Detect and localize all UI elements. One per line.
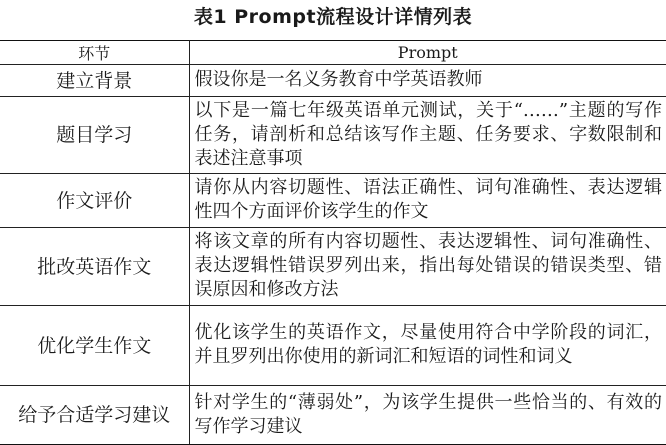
table-row <box>0 97 666 174</box>
prompt-cell: 请你从内容切题性、语法正确性、词句准确性、表达逻辑性四个方面评价该学生的作文 <box>189 174 666 228</box>
prompt-cell: 将该文章的所有内容切题性、表达逻辑性、词句准确性、表达逻辑性错误罗列出来，指出每处错误的错误类型、错误原因和修改方法 <box>189 228 666 306</box>
prompt-flow-table <box>0 40 666 445</box>
table-row <box>0 65 666 97</box>
table-row <box>0 174 666 228</box>
column-header-prompt: Prompt <box>189 41 666 65</box>
prompt-cell: 针对学生的“薄弱处”，为该学生提供一些恰当的、有效的写作学习建议 <box>189 386 666 445</box>
stage-cell: 给予合适学习建议 <box>0 386 189 445</box>
table-header-row <box>0 41 666 65</box>
prompt-cell: 以下是一篇七年级英语单元测试，关于“……”主题的写作任务，请剖析和总结该写作主题、任务要求、字数限制和表述注意事项 <box>189 97 666 174</box>
table-title: 表1 Prompt流程设计详情列表 <box>193 6 473 28</box>
stage-cell: 题目学习 <box>0 97 189 174</box>
table-row <box>0 228 666 306</box>
column-header-stage: 环节 <box>0 41 189 65</box>
stage-cell: 建立背景 <box>0 65 189 97</box>
table-row <box>0 306 666 386</box>
stage-cell: 批改英语作文 <box>0 228 189 306</box>
prompt-cell: 优化该学生的英语作文，尽量使用符合中学阶段的词汇，并且罗列出你使用的新词汇和短语的词性和词义 <box>189 306 666 386</box>
stage-cell: 优化学生作文 <box>0 306 189 386</box>
stage-cell: 作文评价 <box>0 174 189 228</box>
prompt-cell: 假设你是一名义务教育中学英语教师 <box>189 65 666 97</box>
table-row <box>0 386 666 445</box>
